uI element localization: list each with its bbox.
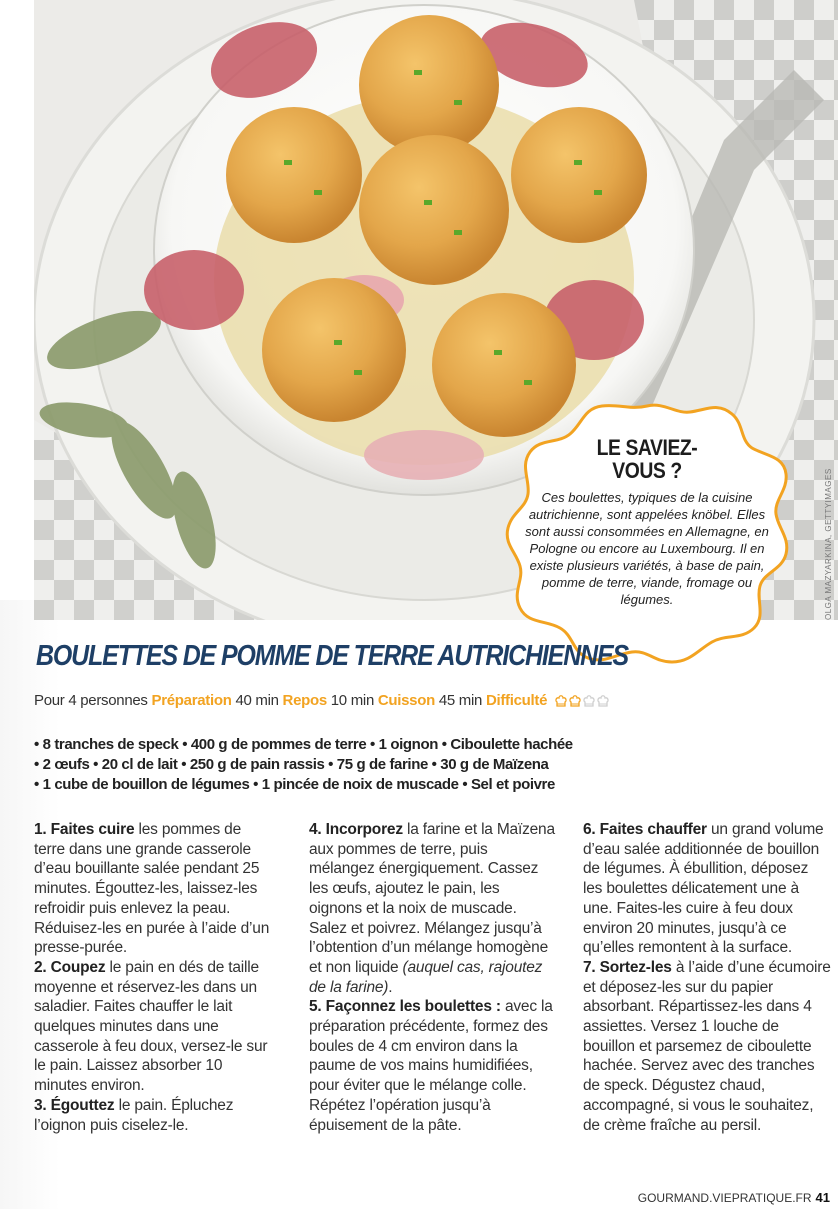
photo-credit: OLGA MAZYARKINA, GETTYIMAGES — [824, 468, 833, 620]
servings: Pour 4 personnes — [34, 692, 148, 709]
rest-value: 10 min — [330, 692, 374, 709]
step-5: 5. Façonnez les boulettes : avec la préparation précédente, formez des boules de 4 cm environ dans la paume de vos mains humidifiées, pour éviter que le mélange colle. Répétez l’opération jusqu’à épuisement de la pâte. — [309, 998, 553, 1134]
steps-column-2 — [309, 820, 555, 1135]
step-6: 6. Faites chauffer un grand volume d’eau salée additionnée de bouillon de légumes. À ébullition, déposez les boulettes délicatement une à une. Faites-les cuire à feu doux environ 20 minutes, jusqu’à ce qu’elles remontent à la surface. — [583, 821, 824, 957]
step-7: 7. Sortez-les à l’aide d’une écumoire et déposez-les sur du papier absorbant. Répartissez-les dans 4 assiettes. Versez 1 louche de bouillon et parsemez de ciboulette hachée. Servez avec des tranches de speck. Dégustez chaud, accompagné, si vous le souhaitez, de crème fraîche au persil. — [583, 958, 831, 1134]
step-3: 3. Égouttez le pain. Épluchez l’oignon puis ciselez-le. — [34, 1096, 234, 1134]
step-1: 1. Faites cuire les pommes de terre dans une grande casserole d’eau bouillante salée pendant 25 minutes. Égouttez-les, laissez-les refroidir puis enlevez la peau. Réduisez-les en purée à l’aide d’un presse-purée. — [34, 821, 270, 957]
chef-hat-icon-filled — [569, 695, 581, 707]
step-2: 2. Coupez le pain en dés de taille moyenne et réservez-les dans un saladier. Faites chauffer le lait quelques minutes dans une casserole à feu doux, versez-le sur le pain. Laissez absorber 10 minutes environ. — [34, 958, 268, 1095]
step-4: 4. Incorporez la farine et la Maïzena aux pommes de terre, puis mélangez énergiquement. Cassez les œufs, ajoutez le pain, les oignons et la noix de muscade. Salez et poivrez. Mélangez jusqu’à l’obtention d’un mélange homogène et non liquide (auquel cas, rajoutez de la farine). — [309, 821, 555, 996]
page-footer — [638, 1190, 830, 1205]
prep-value: 40 min — [235, 692, 279, 709]
page-number: 41 — [815, 1190, 830, 1205]
cook-label: Cuisson — [377, 692, 435, 709]
did-you-know-content — [516, 436, 778, 608]
did-you-know-heading: LE SAVIEZ- VOUS ? — [596, 435, 698, 483]
recipe-meta — [34, 692, 611, 711]
chef-hat-icon-filled — [555, 695, 567, 707]
did-you-know-text: Ces boulettes, typiques de la cuisine autrichienne, sont appelées knöbel. Elles sont aussi consommées en Allemagne, en Pologne ou encore au Luxembourg. Il en existe plusieurs variétés, à base de pain, pomme de terre, viande, fromage ou légumes. — [525, 490, 769, 607]
ingredient-line: • 8 tranches de speck • 400 g de pommes de terre • 1 oignon • Ciboulette hachée — [34, 736, 573, 753]
difficulty-rating — [555, 694, 611, 711]
ingredient-line: • 2 œufs • 20 cl de lait • 250 g de pain rassis • 75 g de farine • 30 g de Maïzena — [34, 756, 549, 773]
prep-label: Préparation — [151, 692, 232, 709]
chef-hat-icon-empty — [597, 695, 609, 707]
ingredient-line: • 1 cube de bouillon de légumes • 1 pincée de noix de muscade • Sel et poivre — [34, 776, 555, 793]
ingredients-list — [34, 735, 594, 795]
recipe-title: BOULETTES DE POMME DE TERRE AUTRICHIENNES — [36, 640, 629, 672]
difficulty-label: Difficulté — [485, 692, 548, 709]
site-url: GOURMAND.VIEPRATIQUE.FR — [637, 1191, 812, 1205]
cook-value: 45 min — [438, 692, 483, 709]
did-you-know-box — [504, 400, 790, 664]
steps-column-3 — [583, 820, 831, 1135]
rest-label: Repos — [282, 692, 327, 709]
steps-column-1 — [34, 820, 270, 1135]
chef-hat-icon-empty — [583, 695, 595, 707]
